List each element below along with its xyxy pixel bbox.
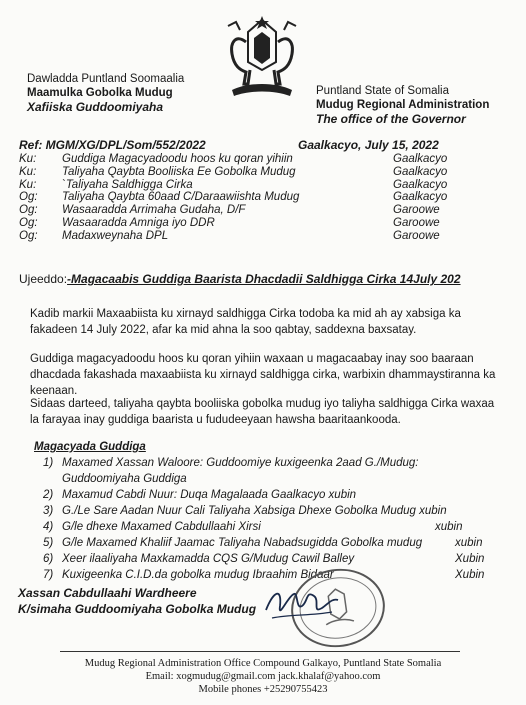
footer-address: Mudug Regional Administration Office Compound Galkayo, Puntland State Somalia <box>84 658 442 669</box>
member-item: 5) G/le Maxamed Khaliif Jaamac Taliyaha Nabadsugidda Gobolka mudug xubin <box>43 537 483 549</box>
header-state-somali: Dawladda Puntland Soomaalia <box>27 73 185 85</box>
addressee-row: Og: Madaxweynaha DPL Garoowe <box>19 229 440 242</box>
body-paragraph-3: Sidaas darteed, taliyaha qaybta booliiska gobolka mudug iyo taliyha saldhigga Cirka waxaa la farayaa inay guddiga baarista u fududeeyaan hawsha baaritaankooda. <box>30 398 495 426</box>
member-item: 1) Maxamed Xassan Waloore: Guddoomiye kuxigeenka 2aad G./Mudug: <box>43 457 419 469</box>
addressee-row: Ku: Guddiga Magacyadoodu hoos ku qoran yihiin Gaalkacyo <box>19 153 448 165</box>
addressee-row: Og: Taliyaha Qaybta 60aad C/Daraawiishta Mudug Gaalkacyo <box>19 191 448 204</box>
addressee-list <box>19 153 509 243</box>
handwritten-signature <box>262 580 342 630</box>
header-state-english: Puntland State of Somalia <box>316 85 449 97</box>
body-paragraph-1: Kadib markii Maxaabiista ku xirnayd saldhigga Cirka todoba ka mid ah ay xabsiga ka fakadeen 14 July 2022, afar ka mid ahna la soo qabtay, saddexna baxsatay. <box>30 308 461 336</box>
signature-block <box>18 585 256 617</box>
header-right <box>316 84 489 126</box>
member-item: 4) G/le dhexe Maxamed Cabdullaahi Xirsi xubin <box>43 521 463 533</box>
member-item-continued: Guddoomiyaha Guddiga <box>62 473 187 485</box>
footer <box>0 657 526 696</box>
member-item: 2) Maxamud Cabdi Nuur: Duqa Magalaada Gaalkacyo xubin <box>43 489 357 501</box>
footer-phone: Mobile phones +25290755423 <box>198 684 328 695</box>
place-date: Gaalkacyo, July 15, 2022 <box>298 138 439 152</box>
member-item: 3) G./Le Sare Aadan Nuur Cali Taliyaha Xabsiga Dhexe Gobolka Mudug xubin <box>43 505 447 517</box>
body-paragraph-2: Guddiga magacyadoodu hoos ku qoran yihiin waxaan u magacaabay inay soo baaraan dhacdada fakashada maxaabiista ku xirnayd saldhigga cirka, warbixin dhammaystiranna ka keenaan. <box>30 353 496 397</box>
addressee-row: Ku: `Taliyaha Saldhigga Cirka Gaalkacyo <box>19 178 448 191</box>
signatory-title: K/simaha Guddoomiyaha Gobolka Mudug <box>18 602 257 616</box>
footer-divider <box>60 651 460 652</box>
addressee-row: Og: Wasaaradda Arrimaha Gudaha, D/F Garoowe <box>19 204 440 217</box>
member-item: 7) Kuxigeenka C.I.D.da gobolka mudug Ibraahim Bidaar Xubin <box>43 569 485 581</box>
addressee-row: Og: Wasaaradda Amniga iyo DDR Garoowe <box>19 216 440 229</box>
coat-of-arms-emblem <box>218 12 306 102</box>
subject-text: -Magacaabis Guddiga Baarista Dhacdadii Saldhigga Cirka 14July 202 <box>67 272 461 286</box>
subject-label: Ujeeddo: <box>19 272 68 286</box>
header-office-english: The office of the Governor <box>316 112 466 126</box>
header-admin-somali: Maamulka Gobolka Mudug <box>27 87 173 99</box>
members-title: Magacyada Guddiga <box>34 441 146 453</box>
header-left <box>27 72 184 114</box>
subject-line <box>19 272 461 286</box>
footer-email: Email: xogmudug@gmail.com jack.khalaf@yahoo.com <box>145 671 381 682</box>
member-item: 6) Xeer ilaaliyaha Maxkamadda CQS G/Mudug Cawil Balley Xubin <box>43 553 485 565</box>
signatory-name: Xassan Cabdullaahi Wardheere <box>18 586 197 600</box>
header-office-somali: Xafiiska Guddoomiyaha <box>27 100 164 114</box>
addressee-row: Ku: Taliyaha Qaybta Booliiska Ee Gobolka Mudug Gaalkacyo <box>19 165 448 178</box>
reference-number: Ref: MGM/XG/DPL/Som/552/2022 <box>19 138 206 152</box>
header-admin-english: Mudug Regional Administration <box>316 99 490 111</box>
